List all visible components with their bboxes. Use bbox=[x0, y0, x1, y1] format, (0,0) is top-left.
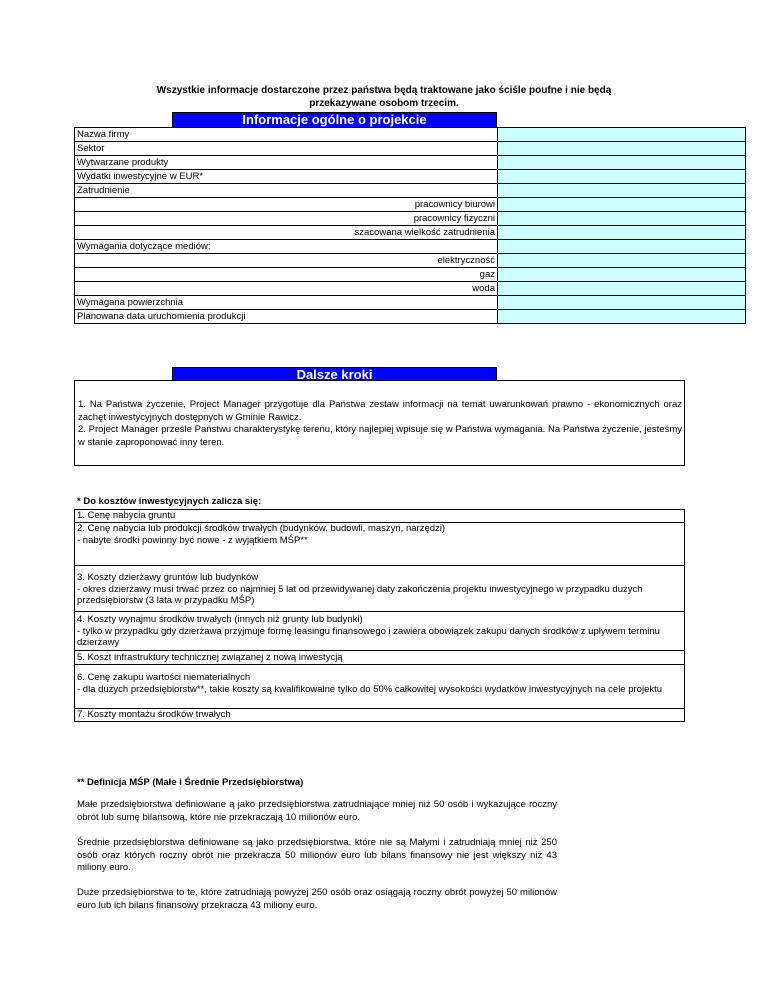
form-row bbox=[75, 212, 746, 226]
form-row-input-cell[interactable] bbox=[498, 254, 746, 268]
investment-costs-heading: * Do kosztów inwestycyjnych zalicza się: bbox=[77, 496, 262, 507]
form-row bbox=[75, 156, 746, 170]
form-row-label: gaz bbox=[75, 268, 498, 282]
cost-item-4-note: - tylko w przypadku gdy dzierżawa przyjmuje formę leasingu finansowego i zawiera obowiązek zakupu danych środków z upływem terminu dzierżawy bbox=[77, 625, 660, 648]
cost-item-2 bbox=[74, 522, 685, 566]
form-row bbox=[75, 282, 746, 296]
cost-item-4 bbox=[74, 611, 685, 651]
form-row bbox=[75, 198, 746, 212]
form-row bbox=[75, 254, 746, 268]
form-row-input-cell[interactable] bbox=[498, 170, 746, 184]
form-row bbox=[75, 184, 746, 198]
cost-item-3-note: - okres dzierżawy musi trwać przez co najmniej 5 lat od przewidywanej daty zakończenia projektu inwestycyjnego w przypadku dużych przedsiębiorstw (3 lata w przypadku MŚP) bbox=[77, 583, 643, 606]
form-row bbox=[75, 240, 746, 254]
small-enterprise-definition: Małe przedsiębiorstwa definiowane ą jako przedsiębiorstwa zatrudniające mniej niż 50 osób i wykazujące roczny obrót lub sumę bilansową, które nie przekraczają 10 milionów euro. bbox=[77, 799, 557, 823]
form-row-label: Sektor bbox=[75, 142, 498, 156]
form-row-label: elektryczność bbox=[75, 254, 498, 268]
cost-item-2-text: 2. Cenę nabycia lub produkcji środków trwałych (budynków, budowli, maszyn, narzędzi) bbox=[77, 523, 446, 534]
cost-item-7-text: 7. Koszty montażu środków trwałych bbox=[77, 709, 231, 720]
general-info-header: Informacje ogólne o projekcie bbox=[172, 112, 497, 128]
next-steps-box bbox=[74, 380, 685, 466]
cost-item-5 bbox=[74, 650, 685, 665]
cost-item-7 bbox=[74, 708, 685, 722]
form-row bbox=[75, 226, 746, 240]
form-row-input-cell[interactable] bbox=[498, 296, 746, 310]
form-row-input-cell[interactable] bbox=[498, 212, 746, 226]
form-row-label: Nazwa firmy bbox=[75, 128, 498, 142]
form-row-input-cell[interactable] bbox=[498, 198, 746, 212]
form-row bbox=[75, 296, 746, 310]
form-row-label: pracownicy fizyczni bbox=[75, 212, 498, 226]
form-row-label: Wytwarzane produkty bbox=[75, 156, 498, 170]
cost-item-3-text: 3. Koszty dzierżawy gruntów lub budynków bbox=[77, 572, 259, 583]
next-steps-item-1: 1. Na Państwa życzenie, Project Manager przygotuje dla Państwa zestaw informacji na temat uwarunkowań prawno - ekonomicznych oraz zachęt inwestycyjnych dostępnych w Gminie Rawicz. bbox=[78, 399, 682, 423]
cost-item-6 bbox=[74, 664, 685, 709]
cost-item-1-text: 1. Cenę nabycia gruntu bbox=[77, 510, 176, 521]
form-row-input-cell[interactable] bbox=[498, 156, 746, 170]
form-row bbox=[75, 310, 746, 324]
cost-item-3 bbox=[74, 565, 685, 612]
form-row bbox=[75, 268, 746, 282]
form-row-label: Planowana data uruchomienia produkcji bbox=[75, 310, 498, 324]
cost-item-1 bbox=[74, 509, 685, 523]
form-row-input-cell[interactable] bbox=[498, 128, 746, 142]
cost-item-6-text: 6. Cenę zakupu wartości niematerialnych bbox=[77, 672, 251, 683]
form-row-input-cell[interactable] bbox=[498, 268, 746, 282]
form-row bbox=[75, 142, 746, 156]
medium-enterprise-definition: Średnie przedsiębiorstwa definiowane są jako przedsiębiorstwa, które nie są Małymi i zatrudniają mniej niż 250 osób oraz których roczny obrót nie przekracza 50 milionów euro lub bilans finansowy nie jest większy niż 43 miliony euro. bbox=[77, 837, 557, 873]
form-row-label: Wymagania dotyczące mediów: bbox=[75, 240, 498, 254]
form-row bbox=[75, 170, 746, 184]
form-row-label: pracownicy biurowi bbox=[75, 198, 498, 212]
form-row bbox=[75, 128, 746, 142]
form-row-input-cell[interactable] bbox=[498, 240, 746, 254]
form-row-label: woda bbox=[75, 282, 498, 296]
cost-item-4-text: 4. Koszty wynajmu środków trwałych (innych niż grunty lub budynki) bbox=[77, 614, 363, 625]
form-row-input-cell[interactable] bbox=[498, 142, 746, 156]
cost-item-5-text: 5. Koszt infrastruktury technicznej związanej z nową inwestycją bbox=[77, 652, 343, 663]
sme-definition-heading: ** Definicja MŚP (Małe i Średnie Przedsiębiorstwa) bbox=[77, 777, 304, 788]
confidentiality-notice: Wszystkie informacje dostarczone przez państwa będą traktowane jako ściśle poufne i nie będą przekazywane osobom trzecim. bbox=[156, 85, 612, 109]
form-row-input-cell[interactable] bbox=[498, 310, 746, 324]
form-row-label: Wymagana powierzchnia bbox=[75, 296, 498, 310]
next-steps-header: Dalsze kroki bbox=[172, 367, 497, 381]
form-row-label: Wydatki inwestycyjne w EUR* bbox=[75, 170, 498, 184]
form-row-label: szacowana wielkość zatrudnienia bbox=[75, 226, 498, 240]
form-row-label: Zatrudnienie bbox=[75, 184, 498, 198]
cost-item-6-note: - dla dużych przedsiębiorstw**, takie koszty są kwalifikowalne tylko do 50% całkowitej wysokości wydatków inwestycyjnych na cele projektu bbox=[77, 683, 663, 695]
next-steps-item-2: 2. Project Manager prześle Państwu charakterystykę terenu, który najlepiej wpisuje się w Państwa wymagania. Na Państwa życzenie, jesteśmy w stanie zaproponować inny teren. bbox=[78, 424, 682, 448]
general-info-table bbox=[74, 127, 746, 324]
cost-item-2-note: - nabyte środki powinny być nowe - z wyjątkiem MŚP** bbox=[77, 534, 308, 546]
form-row-input-cell[interactable] bbox=[498, 282, 746, 296]
form-row-input-cell[interactable] bbox=[498, 184, 746, 198]
form-row-input-cell[interactable] bbox=[498, 226, 746, 240]
large-enterprise-definition: Duże przedsiębiorstwa to te, które zatrudniają powyżej 250 osób oraz osiągają roczny obrót powyżej 50 milionów euro lub ich bilans finansowy przekracza 43 miliony euro. bbox=[77, 887, 557, 911]
